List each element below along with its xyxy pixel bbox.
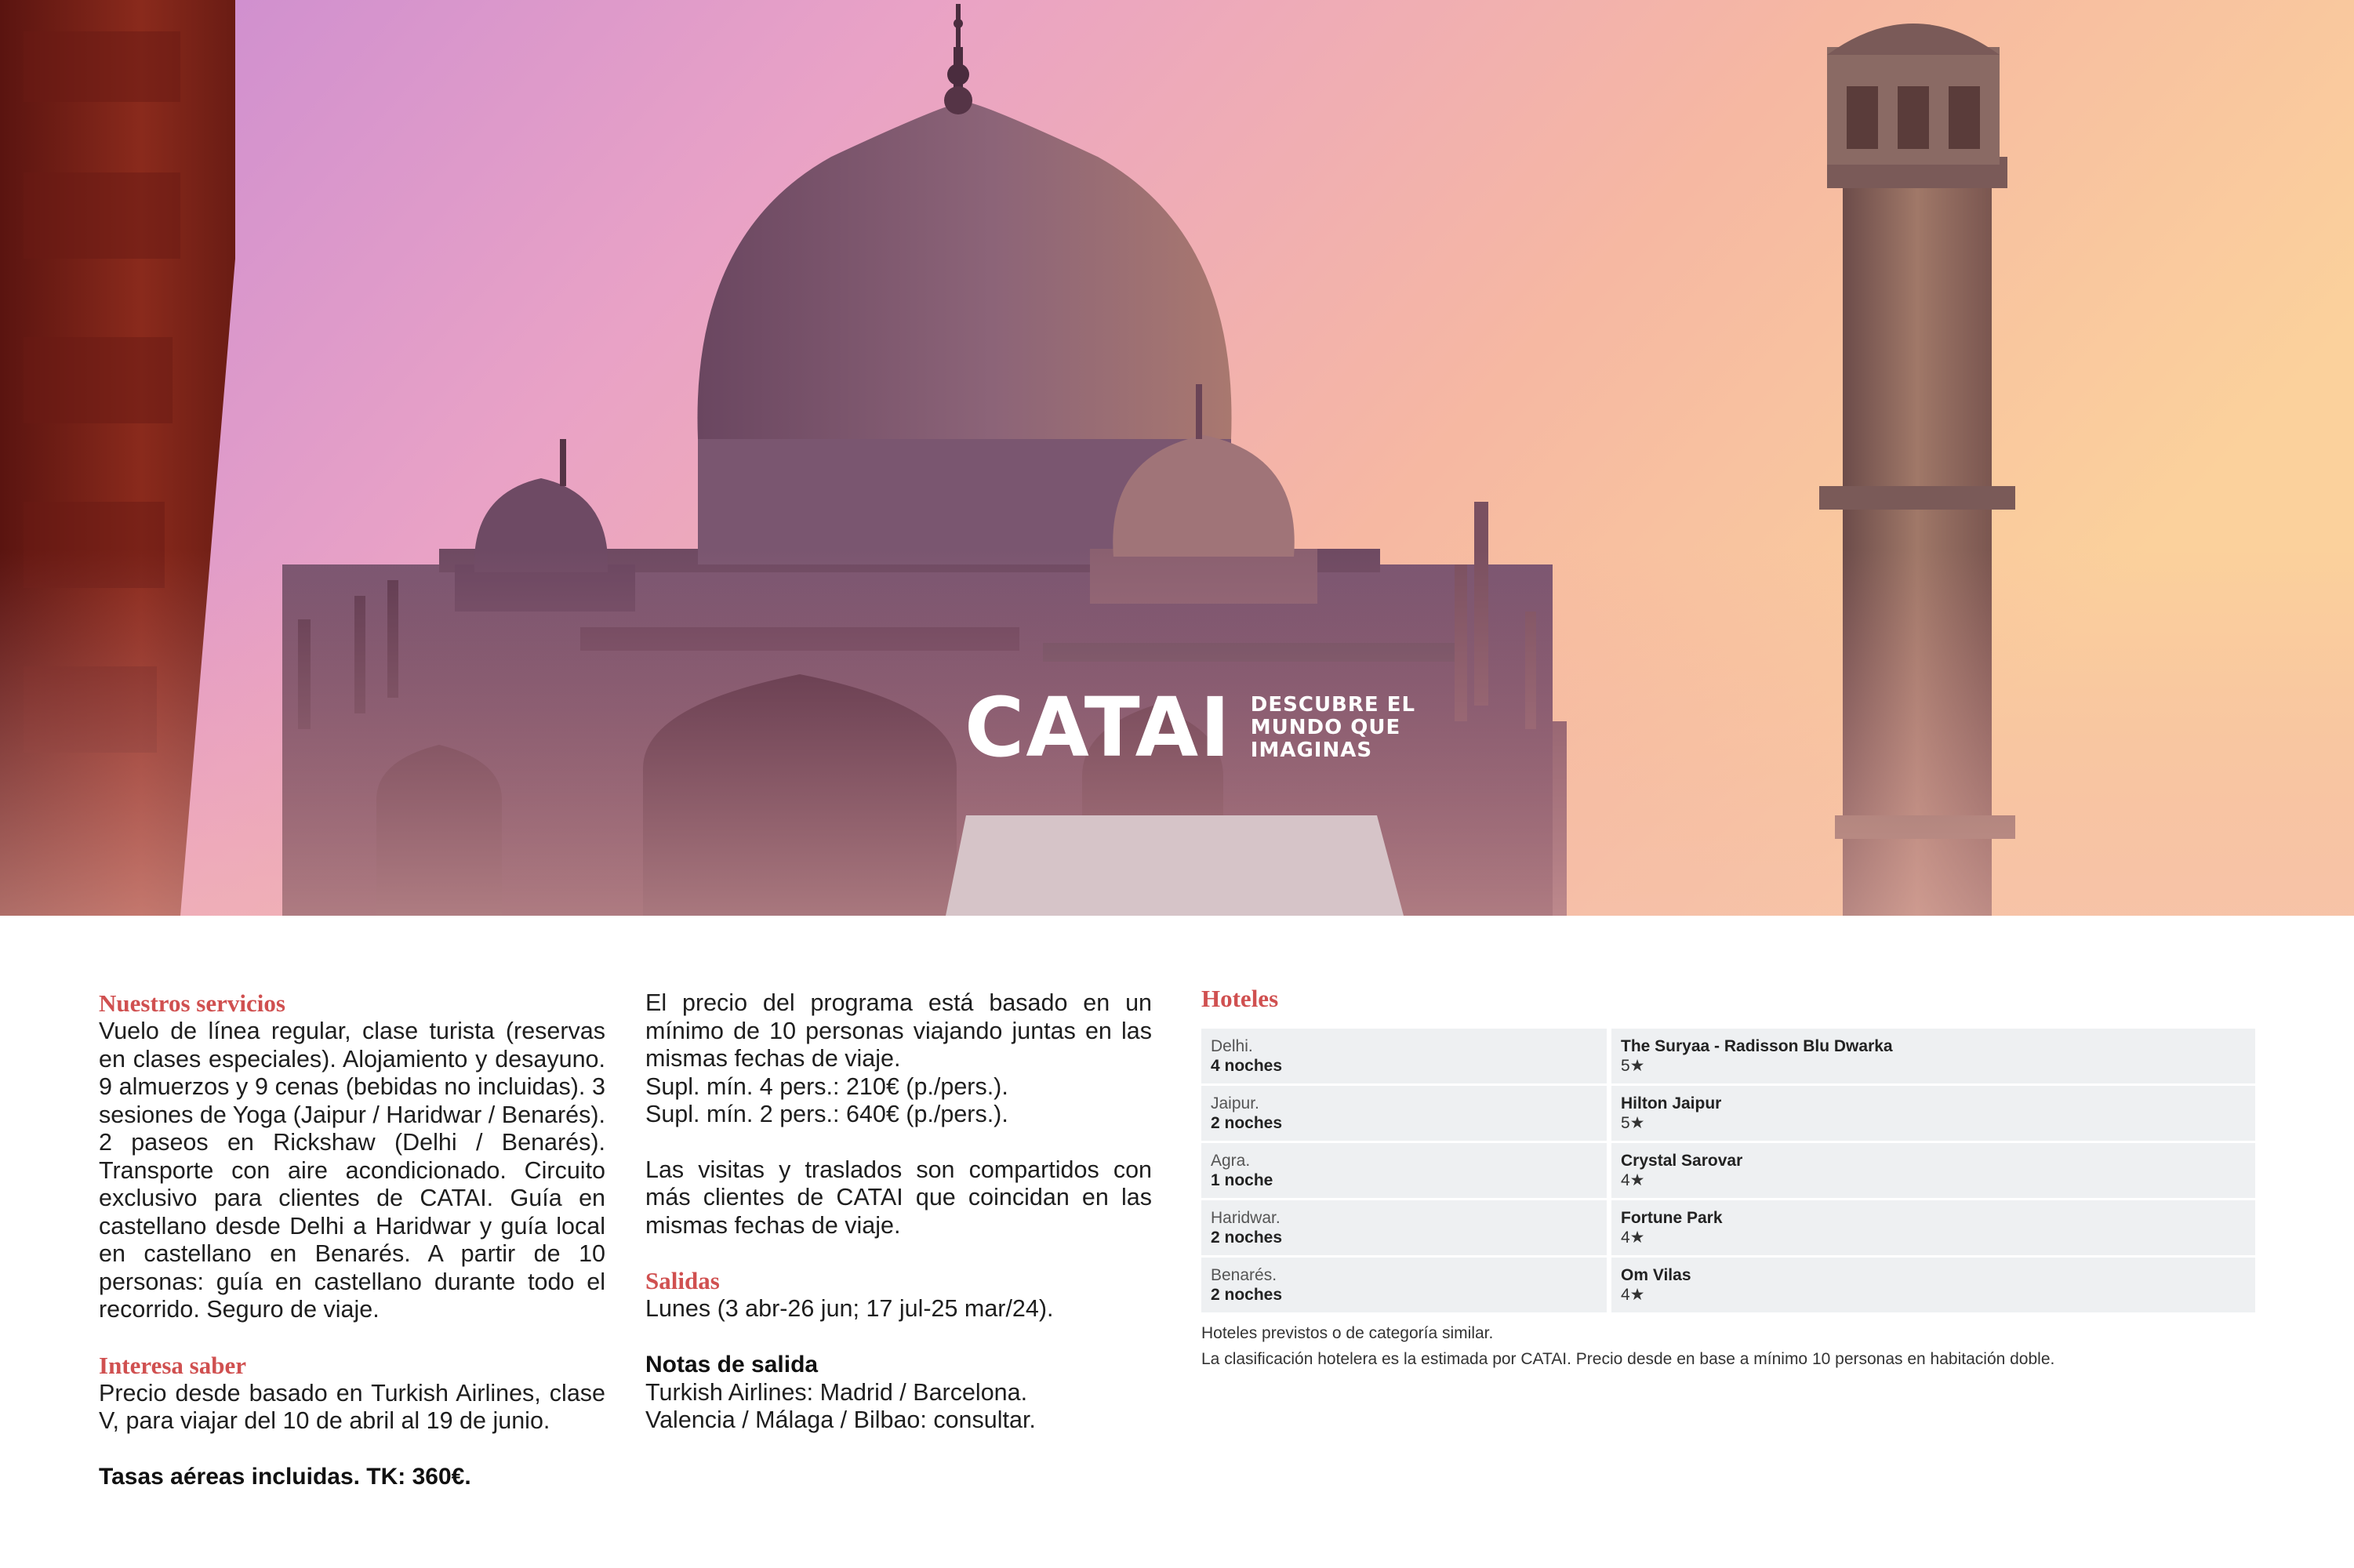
departure-notes-heading: Notas de salida: [645, 1351, 819, 1377]
departures-heading: Salidas: [645, 1267, 720, 1294]
info-text: Precio desde basado en Turkish Airlines, clase V, para viajar del 10 de abril al 19 de junio.: [99, 1379, 605, 1434]
nights: 2 noches: [1211, 1286, 1283, 1304]
hotel-stars: 5★: [1621, 1114, 1645, 1132]
tagline-line-3: IMAGINAS: [1250, 738, 1373, 762]
hotel-stars: 4★: [1621, 1171, 1645, 1189]
hotel-row: [1201, 1143, 2255, 1198]
hotel-note-1: Hoteles previstos o de categoría similar.: [1201, 1324, 1494, 1342]
hotel-name: Fortune Park: [1621, 1209, 1723, 1227]
nights: 1 noche: [1211, 1171, 1273, 1189]
hotel-stars: 4★: [1621, 1286, 1645, 1304]
hotel-name-cell: [1611, 1143, 2255, 1198]
city-name: Benarés.: [1211, 1266, 1277, 1284]
nights: 2 noches: [1211, 1229, 1283, 1247]
supplement-4: Supl. mín. 4 pers.: 210€ (p./pers.).: [645, 1073, 1008, 1100]
city-name: Delhi.: [1211, 1037, 1253, 1055]
hotels-heading: Hoteles: [1201, 985, 1279, 1012]
info-heading: Interesa saber: [99, 1351, 246, 1379]
hotels-section: [1201, 985, 2255, 1372]
services-heading: Nuestros servicios: [99, 989, 285, 1017]
hotel-stars: 4★: [1621, 1229, 1645, 1247]
hotel-city-cell: [1201, 1143, 1607, 1198]
hotel-city-cell: [1201, 1258, 1607, 1312]
hotel-city-cell: [1201, 1200, 1607, 1255]
logo-tagline: [1251, 694, 1415, 762]
logo-word: CATAI: [964, 680, 1232, 775]
hotel-stars: 5★: [1621, 1057, 1645, 1075]
departures-text: Lunes (3 abr-26 jun; 17 jul-25 mar/24).: [645, 1295, 1054, 1322]
price-column: [645, 989, 1152, 1435]
services-column: [99, 989, 605, 1491]
hotel-name: Crystal Sarovar: [1621, 1152, 1743, 1170]
services-text: Vuelo de línea regular, clase turista (reservas en clases especiales). Alojamiento y desayuno. 9 almuerzos y 9 cenas (bebidas no incluidas). 3 sesiones de Yoga (Jaipur / Haridwar / Benarés). 2 paseos en Rickshaw (Delhi / Benarés). Transporte con aire acondicionado. Circuito exclusivo para clientes de CATAI. Guía en castellano desde Delhi a Haridwar y guía local en castellano en Benarés. A partir de 10 personas: guía en castellano durante todo el recorrido. Seguro de viaje.: [99, 1018, 605, 1323]
hotel-row: [1201, 1086, 2255, 1141]
hotel-row: [1201, 1258, 2255, 1312]
visits-text: Las visitas y traslados son compartidos con más clientes de CATAI que coincidan en las mismas fechas de viaje.: [645, 1156, 1152, 1239]
taxes-text: Tasas aéreas incluidas. TK: 360€.: [99, 1463, 471, 1490]
hotel-name: The Suryaa - Radisson Blu Dwarka: [1621, 1037, 1893, 1055]
hotel-name-cell: [1611, 1200, 2255, 1255]
supplement-2: Supl. mín. 2 pers.: 640€ (p./pers.).: [645, 1101, 1008, 1127]
hotel-name: Hilton Jaipur: [1621, 1094, 1722, 1112]
hotel-city-cell: [1201, 1086, 1607, 1141]
hotel-notes: [1201, 1320, 2255, 1372]
hotel-row: [1201, 1200, 2255, 1255]
city-name: Haridwar.: [1211, 1209, 1281, 1227]
hotel-city-cell: [1201, 1029, 1607, 1083]
hotel-name-cell: [1611, 1086, 2255, 1141]
city-name: Jaipur.: [1211, 1094, 1259, 1112]
city-name: Agra.: [1211, 1152, 1251, 1170]
hotel-name-cell: [1611, 1029, 2255, 1083]
departure-notes-line-2: Valencia / Málaga / Bilbao: consultar.: [645, 1406, 1036, 1433]
hotel-name-cell: [1611, 1258, 2255, 1312]
hotel-row: [1201, 1029, 2255, 1083]
price-text: El precio del programa está basado en un mínimo de 10 personas viajando juntas en las mismas fechas de viaje.: [645, 989, 1152, 1072]
tagline-line-2: MUNDO QUE: [1250, 715, 1401, 739]
hotel-note-2: La clasificación hotelera es la estimada por CATAI. Precio desde en base a mínimo 10 personas en habitación doble.: [1201, 1350, 2055, 1368]
hotel-name: Om Vilas: [1621, 1266, 1691, 1284]
catai-logo: [964, 680, 1416, 775]
nights: 4 noches: [1211, 1057, 1283, 1075]
nights: 2 noches: [1211, 1114, 1283, 1132]
tagline-line-1: DESCUBRE EL: [1250, 692, 1416, 717]
departure-notes-line-1: Turkish Airlines: Madrid / Barcelona.: [645, 1378, 1028, 1406]
